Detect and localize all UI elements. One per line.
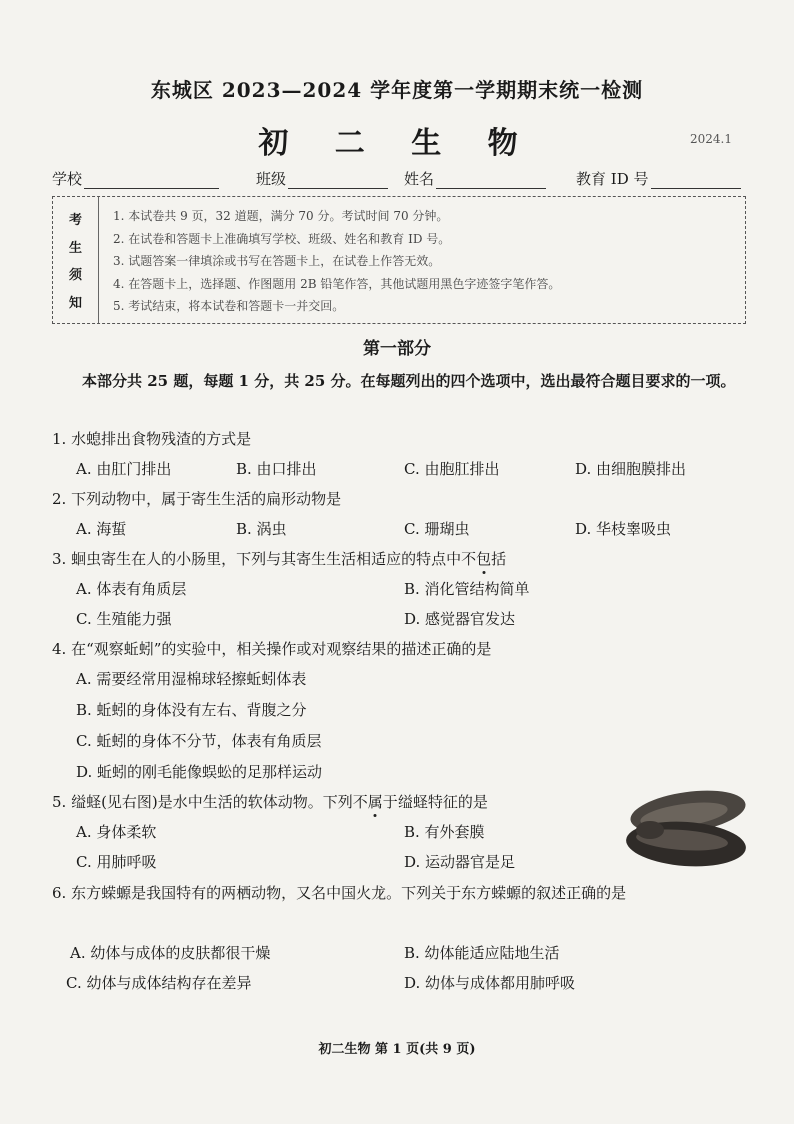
school-blank[interactable]: [84, 172, 219, 189]
exam-notice-box: [52, 196, 746, 324]
question-5-emphasis: 不属于: [352, 793, 398, 811]
notice-item: 1. 本试卷共 9 页，32 道题，满分 70 分。考试时间 70 分钟。: [113, 209, 449, 223]
school-field[interactable]: [52, 168, 219, 189]
notice-label: [53, 197, 99, 323]
question-1-option-a[interactable]: A. 由肛门排出: [76, 460, 172, 478]
question-5-stem-text: 5. 缢蛏(见右图)是水中生活的软体动物。下列: [52, 793, 353, 811]
question-4-stem: 4. 在“观察蚯蚓”的实验中，相关操作或对观察结果的描述正确的是: [52, 640, 492, 658]
notice-item: 4. 在答题卡上，选择题、作图题用 2B 铅笔作答，其他试题用黑色字迹签字笔作答。: [113, 276, 561, 291]
notice-item: 3. 试题答案一律填涂或书写在答题卡上，在试卷上作答无效。: [113, 254, 441, 268]
question-6-option-b[interactable]: B. 幼体能适应陆地生活: [404, 944, 560, 962]
question-5-option-c[interactable]: C. 用肺呼吸: [76, 853, 157, 871]
class-label: 班级: [256, 170, 287, 188]
question-3-option-d[interactable]: D. 感觉器官发达: [404, 610, 516, 628]
question-5-stem: [52, 791, 612, 812]
question-3-option-a[interactable]: A. 体表有角质层: [76, 580, 187, 598]
notice-items: [113, 205, 743, 318]
notice-label-char: 考: [68, 213, 82, 229]
question-3-option-c[interactable]: C. 生殖能力强: [76, 610, 172, 628]
question-3-stem-text: 3. 蛔虫寄生在人的小肠里，下列与其寄生生活相适应的特点中: [52, 550, 462, 568]
question-6-stem: 6. 东方蝾螈是我国特有的两栖动物，又名中国火龙。下列关于东方蝾螈的叙述正确的是: [52, 884, 627, 902]
razor-clam-image: [622, 782, 752, 874]
name-label: 姓名: [404, 170, 435, 188]
question-4-option-a[interactable]: A. 需要经常用湿棉球轻擦蚯蚓体表: [76, 670, 307, 688]
page-footer: 初二生物 第 1 页(共 9 页): [318, 1042, 476, 1057]
question-4-option-b[interactable]: B. 蚯蚓的身体没有左右、背腹之分: [76, 701, 307, 719]
class-field[interactable]: [256, 168, 388, 189]
notice-label-char: 须: [68, 268, 82, 284]
question-2-option-a[interactable]: A. 海蜇: [76, 520, 127, 538]
exam-date: 2024.1: [690, 132, 732, 146]
notice-label-char: 知: [68, 295, 82, 311]
question-3-stem: [52, 548, 752, 569]
id-label: 教育 ID 号: [576, 170, 649, 188]
question-3-option-b[interactable]: B. 消化管结构简单: [404, 580, 530, 598]
school-label: 学校: [52, 170, 83, 188]
question-6-option-c[interactable]: C. 幼体与成体结构存在差异: [66, 974, 252, 992]
question-4-option-d[interactable]: D. 蚯蚓的刚毛能像蜈蚣的足那样运动: [76, 763, 323, 781]
question-1-option-b[interactable]: B. 由口排出: [236, 460, 317, 478]
id-blank[interactable]: [651, 172, 741, 189]
notice-label-char: 生: [68, 240, 82, 256]
question-5-stem-tail: 缢蛏特征的是: [397, 793, 488, 811]
question-5-option-b[interactable]: B. 有外套膜: [404, 823, 485, 841]
name-blank[interactable]: [436, 172, 546, 189]
question-2-option-d[interactable]: D. 华枝睾吸虫: [575, 520, 672, 538]
student-info-fields: [52, 168, 752, 192]
question-6-option-a[interactable]: A. 幼体与成体的皮肤都很干燥: [70, 944, 271, 962]
question-6-option-d[interactable]: D. 幼体与成体都用肺呼吸: [404, 974, 576, 992]
question-1-stem: 1. 水螅排出食物残渣的方式是: [52, 430, 252, 448]
class-blank[interactable]: [288, 172, 388, 189]
question-1-option-d[interactable]: D. 由细胞膜排出: [575, 460, 687, 478]
question-3-emphasis: 不包括: [461, 550, 507, 568]
question-4-option-c[interactable]: C. 蚯蚓的身体不分节，体表有角质层: [76, 732, 322, 750]
part-intro: 本部分共 25 题，每题 1 分，共 25 分。在每题列出的四个选项中，选出最符合题目要求的一项。: [82, 372, 736, 390]
question-5-option-d[interactable]: D. 运动器官是足: [404, 853, 516, 871]
question-2-stem: 2. 下列动物中，属于寄生生活的扁形动物是: [52, 490, 342, 508]
part-title: 第一部分: [363, 339, 431, 359]
question-2-option-c[interactable]: C. 珊瑚虫: [404, 520, 470, 538]
question-2-option-b[interactable]: B. 涡虫: [236, 520, 287, 538]
subject-title: 初 二 生 物: [258, 126, 536, 161]
notice-item: 5. 考试结束，将本试卷和答题卡一并交回。: [113, 299, 345, 313]
notice-item: 2. 在试卷和答题卡上准确填写学校、班级、姓名和教育 ID 号。: [113, 231, 451, 246]
question-1-option-c[interactable]: C. 由胞肛排出: [404, 460, 500, 478]
name-field[interactable]: [404, 168, 546, 189]
id-field[interactable]: [576, 168, 741, 189]
question-5-option-a[interactable]: A. 身体柔软: [76, 823, 157, 841]
exam-title: 东城区 2023—2024 学年度第一学期期末统一检测: [150, 78, 644, 102]
